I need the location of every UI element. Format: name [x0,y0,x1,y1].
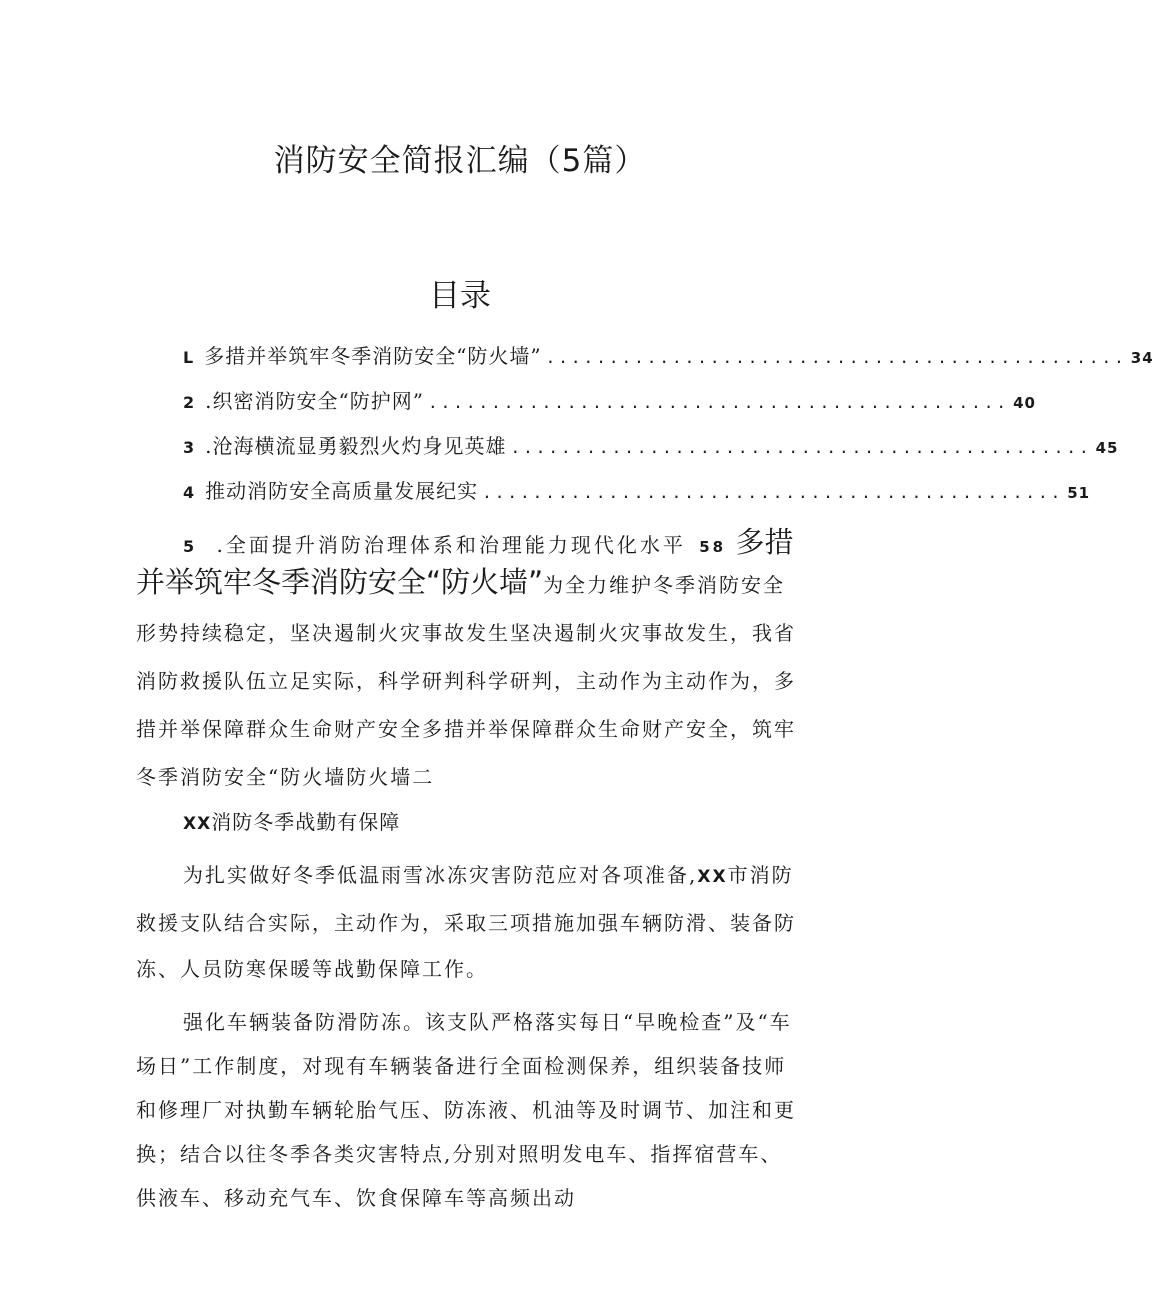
toc-item-page: 45 [1095,439,1119,457]
toc-heading: 目录 [429,278,491,314]
subheading-text: 消防冬季战勤有保障 [211,810,401,834]
article-heading-start: 多措 [735,525,794,559]
toc-item-title: .织密消防安全“防护网” [205,389,424,413]
subheading-prefix: XX [183,814,212,834]
article-intro-paragraph [136,558,796,801]
article-heading: 并举筑牢冬季消防安全“防火墙” [136,565,544,599]
paragraph-text: 市消防救援支队结合实际，主动作为，采取三项措施加强车辆防滑、装备防冻、人员防寒保暖等战勤保障工作。 [136,863,796,981]
paragraph-text: 强化车辆装备防滑防冻。该支队严格落实每日“早晚检查”及“车场日”工作制度，对现有车辆装备进行全面检测保养，组织装备技师和修理厂对执勤车辆轮胎气压、防冻液、机油等及时调节、加注和更换；结合以往冬季各类灾害特点,分别对照明发电车、指挥宿营车、供液车、移动充气车、饮食保障车等高频出动 [136,1010,796,1210]
toc-item-title: .沧海横流显勇毅烈火灼身见英雄 [205,434,507,458]
toc-item-page: 51 [1067,484,1091,502]
toc-item-page: 40 [1013,394,1036,412]
paragraph-text: 为全力维护冬季消防安全形势持续稳定，坚决遏制火灾事故发生坚决遏制火灾事故发生，我省消防救援队伍立足实际，科学研判科学研判，主动作为主动作为，多措并举保障群众生命财产安全多措并举保障群众生命财产安全，筑牢冬季消防安全“防火墙防火墙二 [136,573,796,789]
toc-item-page: 34 [1130,349,1154,367]
toc-item-number: L [183,348,195,367]
toc-leader-dots: .............................................. [427,393,1010,412]
toc-item[interactable] [183,340,1154,385]
toc-leader-dots: .............................................. [482,483,1064,502]
toc-item-page: 58 [699,538,727,556]
toc-leader-dots: .............................................. [510,438,1092,457]
toc-leader-dots: .............................................. [545,348,1127,367]
body-paragraph [136,852,796,992]
toc-item[interactable] [183,385,1036,430]
toc-item[interactable] [183,475,1091,520]
paragraph-text: 为扎实做好冬季低温雨雪冰冻灾害防范应对各项准备, [183,863,698,887]
toc-item-title: 推动消防安全高质量发展纪实 [205,479,479,503]
toc-item-title: 多措并举筑牢冬季消防安全“防火墙” [204,344,542,368]
table-of-contents [183,340,1154,520]
document-title: 消防安全简报汇编（5篇） [273,143,647,179]
toc-item-number: 5 [183,537,198,556]
toc-item-last[interactable] [183,520,794,561]
toc-item-number: 2 [183,393,196,412]
section-subheading [183,806,400,835]
paragraph-placeholder: XX [697,867,728,887]
toc-item-number: 3 [183,438,196,457]
toc-item[interactable] [183,430,1119,475]
toc-item-number: 4 [183,483,196,502]
toc-item-title: .全面提升消防治理体系和治理能力现代化水平 [216,533,686,557]
body-paragraph [136,1000,796,1220]
